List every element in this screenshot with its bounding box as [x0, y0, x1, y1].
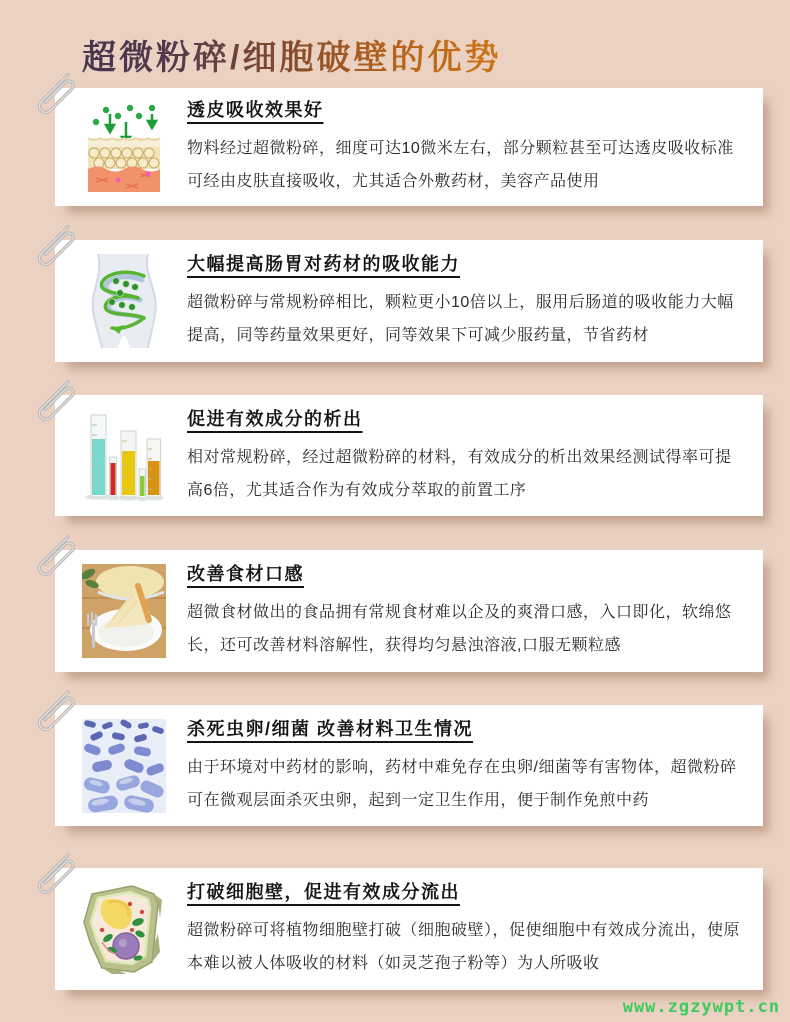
paperclip-icon — [20, 213, 91, 284]
card-body: 超微食材做出的食品拥有常规食材难以企及的爽滑口感，入口即化，软绵悠长，还可改善材料溶解性，获得均匀悬浊溶液,口服无颗粒感 — [187, 604, 732, 654]
advantage-card-hygiene — [55, 705, 763, 826]
card-heading: 打破细胞壁，促进有效成分流出 — [187, 882, 460, 902]
card-text-block — [187, 405, 747, 507]
page-title: 超微粉碎/细胞破壁的优势 — [82, 30, 501, 79]
paperclip-icon — [20, 523, 91, 594]
bacteria-microscope-image — [82, 719, 166, 813]
cake-slice-image — [82, 564, 166, 658]
card-text-block — [187, 96, 747, 198]
advantage-card-cell-wall — [55, 868, 763, 990]
card-body: 相对常规粉碎，经过超微粉碎的材料，有效成分的析出效果经测试得率可提高6倍，尤其适合作为有效成分萃取的前置工序 — [187, 448, 732, 499]
paperclip-icon — [20, 678, 91, 749]
advantage-card-absorption — [55, 240, 763, 362]
card-text-block — [187, 878, 747, 980]
card-body: 超微粉碎与常规粉碎相比，颗粒更小10倍以上，服用后肠道的吸收能力大幅提高，同等药量效果更好，同等效果下可减少服药量，节省药材 — [187, 294, 734, 344]
card-text-block — [187, 250, 747, 352]
advantage-card-transdermal — [55, 88, 763, 206]
paperclip-icon — [20, 841, 91, 912]
card-heading: 透皮吸收效果好 — [187, 100, 324, 120]
advantage-card-extraction — [55, 395, 763, 516]
card-heading: 大幅提高肠胃对药材的吸收能力 — [187, 254, 460, 274]
graduated-cylinders-image — [82, 409, 166, 503]
card-heading: 促进有效成分的析出 — [187, 408, 363, 429]
paperclip-icon — [20, 368, 91, 439]
card-text-block — [187, 560, 747, 662]
card-body: 由于环境对中药材的影响，药材中难免存在虫卵/细菌等有害物体，超微粉碎可在微观层面杀灭虫卵，起到一定卫生作用，便于制作免煎中药 — [187, 758, 737, 809]
plant-cell-image — [82, 882, 166, 976]
paperclip-icon — [20, 61, 91, 132]
card-body: 物料经过超微粉碎，细度可达10微米左右，部分颗粒甚至可达透皮吸收标准可经由皮肤直接吸收，尤其适合外敷药材，美容产品使用 — [187, 140, 734, 190]
advantage-card-texture — [55, 550, 763, 672]
card-text-block — [187, 715, 747, 817]
card-heading: 改善食材口感 — [187, 564, 304, 584]
skin-transdermal-absorption-image — [82, 100, 166, 194]
card-body: 超微粉碎可将植物细胞壁打破（细胞破壁），促使细胞中有效成分流出，使原本难以被人体吸收的材料（如灵芝孢子粉等）为人所吸收 — [187, 922, 741, 972]
torso-digestion-spiral-image — [82, 254, 166, 348]
site-watermark: www.zgzywpt.cn — [622, 997, 780, 1017]
card-heading: 杀死虫卵/细菌 改善材料卫生情况 — [187, 718, 474, 739]
